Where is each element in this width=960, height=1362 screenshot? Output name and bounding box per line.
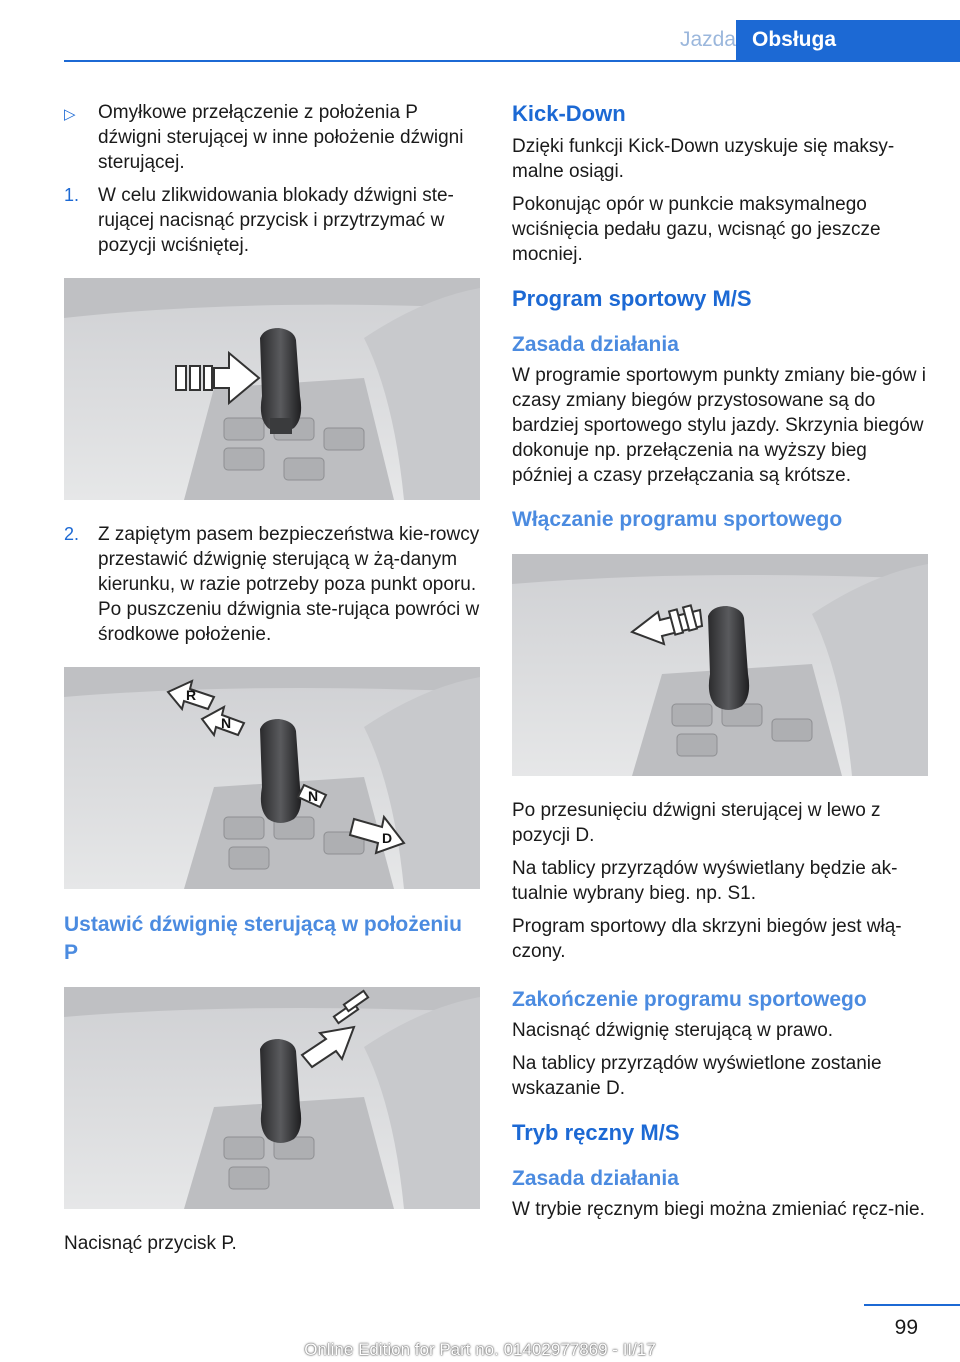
list-item-text: Z zapiętym pasem bezpieczeństwa kie‐rowcy przestawić dźwignię sterującą w żą‐danym kierunku, w razie potrzeby poza punkt oporu. Po puszczeniu dźwignia ste‐rująca powróci w środkowe położenie.	[98, 524, 480, 645]
figure-sport-program-left	[512, 554, 928, 776]
page-number: 99	[894, 1316, 918, 1339]
triangle-bullet-icon: ▷	[64, 106, 76, 123]
label-n-upper: N	[221, 715, 232, 731]
label-n-lower: N	[308, 788, 319, 804]
section-title: Program sportowy M/S	[512, 286, 752, 311]
tab-obsluga[interactable]: Obsługa	[736, 20, 960, 60]
list-item	[64, 183, 480, 258]
paragraph: Nacisnąć przycisk P.	[64, 1233, 237, 1254]
header-rule	[64, 60, 960, 62]
label-r: R	[186, 687, 197, 703]
label-d: D	[382, 830, 393, 846]
page-header	[64, 0, 960, 62]
tab-jazda[interactable]: Jazda	[679, 28, 736, 51]
list-item	[64, 100, 480, 175]
paragraph: W trybie ręcznym biegi można zmieniać ręcz‐nie.	[512, 1199, 925, 1220]
step-number: 2.	[64, 524, 80, 544]
paragraph: Dzięki funkcji Kick-Down uzyskuje się maksy‐malne osiągi.	[512, 136, 895, 182]
list-item-text: W celu zlikwidowania blokady dźwigni ste‐rującej nacisnąć przycisk i przytrzymać w pozycji wciśniętej.	[98, 185, 454, 256]
paragraph: Program sportowy dla skrzyni biegów jest włą‐czony.	[512, 916, 902, 962]
paragraph: W programie sportowym punkty zmiany bie‐gów i czasy zmiany biegów przystosowane są do bardziej sportowego stylu jazdy. Skrzynia biegów dokonuje np. przełączenia na wyższy bieg później a czasy przełączania są krótsze.	[512, 365, 926, 486]
paragraph: Na tablicy przyrządów wyświetlany będzie ak‐tualnie wybrany bieg. np. S1.	[512, 858, 898, 904]
section-title: Tryb ręczny M/S	[512, 1120, 680, 1145]
right-column	[512, 100, 928, 1230]
paragraph: Pokonując opór w punkcie maksymalnego wciśnięcia pedału gazu, wcisnąć go jeszcze mocniej.	[512, 194, 881, 265]
paragraph: Nacisnąć dźwignię sterującą w prawo.	[512, 1020, 834, 1041]
edition-watermark: Online Edition for Part no. 01402977869 - II/17	[304, 1340, 656, 1359]
subsection-heading: Zasada działania	[512, 1167, 679, 1190]
section-heading: Ustawić dźwignię sterującą w położeniu P	[64, 913, 462, 964]
section-title: Kick-Down	[512, 101, 626, 126]
left-column	[64, 100, 480, 1264]
figure-press-p-button	[64, 987, 480, 1209]
subsection-heading: Włączanie programu sportowego	[512, 508, 843, 531]
figure-press-lock-button	[64, 278, 480, 500]
list-item-text: Omyłkowe przełączenie z położenia P dźwigni sterującej w inne położenie dźwigni sterującej.	[98, 102, 464, 173]
list-item	[64, 522, 480, 647]
step-number: 1.	[64, 185, 80, 205]
subsection-heading: Zasada działania	[512, 333, 679, 356]
subsection-heading: Zakończenie programu sportowego	[512, 988, 867, 1011]
paragraph: Po przesunięciu dźwigni sterującej w lewo z pozycji D.	[512, 800, 881, 846]
figure-shift-directions	[64, 667, 480, 889]
paragraph: Na tablicy przyrządów wyświetlone zostanie wskazanie D.	[512, 1053, 882, 1099]
footer-rule	[864, 1304, 960, 1306]
